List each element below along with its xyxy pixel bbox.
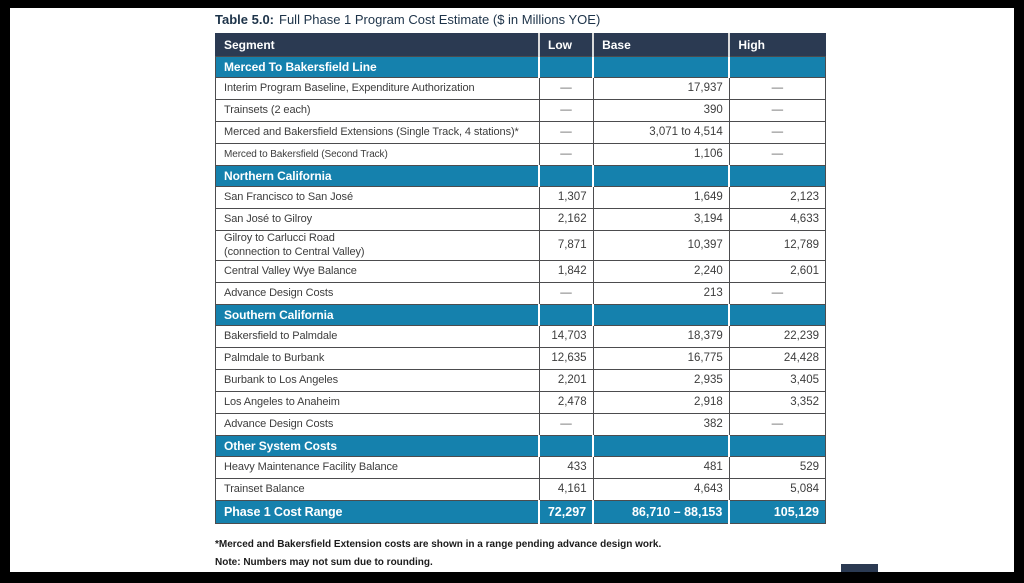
segment-cell: Trainset Balance (216, 478, 540, 500)
low-cell: 2,201 (539, 369, 593, 391)
col-header-low: Low (539, 34, 593, 57)
low-cell: 14,703 (539, 325, 593, 347)
table-row (216, 231, 826, 261)
segment-cell: Heavy Maintenance Facility Balance (216, 456, 540, 478)
table-row (216, 391, 826, 413)
high-cell: — (729, 78, 825, 100)
section-label: Merced To Bakersfield Line (216, 57, 540, 78)
segment-cell: Merced to Bakersfield (Second Track) (216, 144, 540, 166)
base-cell: 390 (593, 100, 729, 122)
segment-cell: Advance Design Costs (216, 413, 540, 435)
section-spacer-low (539, 304, 593, 325)
segment-cell: Phase 1 Cost Range (216, 500, 540, 523)
table-title-text: Full Phase 1 Program Cost Estimate ($ in Millions YOE) (279, 12, 601, 27)
base-cell: 382 (593, 413, 729, 435)
base-cell: 86,710 – 88,153 (593, 500, 729, 523)
table-row (216, 100, 826, 122)
segment-cell: Gilroy to Carlucci Road (connection to Central Valley) (216, 231, 540, 261)
col-header-segment: Segment (216, 34, 540, 57)
section-spacer-low (539, 166, 593, 187)
segment-cell: Central Valley Wye Balance (216, 260, 540, 282)
high-cell: 3,352 (729, 391, 825, 413)
low-cell: — (539, 78, 593, 100)
table-row (216, 260, 826, 282)
table-row (216, 369, 826, 391)
base-cell: 3,071 to 4,514 (593, 122, 729, 144)
base-cell: 18,379 (593, 325, 729, 347)
base-cell: 17,937 (593, 78, 729, 100)
table-row (216, 187, 826, 209)
base-cell: 2,935 (593, 369, 729, 391)
table-header (216, 34, 826, 57)
base-cell: 4,643 (593, 478, 729, 500)
segment-cell: Burbank to Los Angeles (216, 369, 540, 391)
section-label: Other System Costs (216, 435, 540, 456)
high-cell: — (729, 122, 825, 144)
low-cell: 1,842 (539, 260, 593, 282)
segment-cell: Los Angeles to Anaheim (216, 391, 540, 413)
low-cell: — (539, 413, 593, 435)
section-spacer-high (729, 166, 825, 187)
high-cell: 3,405 (729, 369, 825, 391)
low-cell: 72,297 (539, 500, 593, 523)
section-spacer-high (729, 435, 825, 456)
low-cell: 1,307 (539, 187, 593, 209)
table-row (216, 325, 826, 347)
high-cell: 2,601 (729, 260, 825, 282)
base-cell: 2,240 (593, 260, 729, 282)
high-cell: 12,789 (729, 231, 825, 261)
base-cell: 213 (593, 282, 729, 304)
table-row (216, 413, 826, 435)
low-cell: 4,161 (539, 478, 593, 500)
section-spacer-low (539, 57, 593, 78)
section-spacer-low (539, 435, 593, 456)
low-cell: — (539, 282, 593, 304)
low-cell: — (539, 100, 593, 122)
table-row (216, 478, 826, 500)
high-cell: 24,428 (729, 347, 825, 369)
col-header-high: High (729, 34, 825, 57)
section-spacer-base (593, 166, 729, 187)
table-title-label: Table 5.0: (215, 12, 275, 27)
high-cell: — (729, 144, 825, 166)
section-label: Southern California (216, 304, 540, 325)
high-cell: 105,129 (729, 500, 825, 523)
segment-cell: Advance Design Costs (216, 282, 540, 304)
table-row (216, 347, 826, 369)
low-cell: 7,871 (539, 231, 593, 261)
section-row (216, 435, 826, 456)
section-spacer-base (593, 57, 729, 78)
cost-table-wrap (215, 33, 826, 524)
table-row (216, 144, 826, 166)
base-cell: 16,775 (593, 347, 729, 369)
table-body (216, 57, 826, 524)
section-label: Northern California (216, 166, 540, 187)
section-spacer-high (729, 57, 825, 78)
section-spacer-base (593, 435, 729, 456)
section-row (216, 57, 826, 78)
high-cell: — (729, 100, 825, 122)
base-cell: 10,397 (593, 231, 729, 261)
table-row (216, 209, 826, 231)
low-cell: 433 (539, 456, 593, 478)
segment-cell: Palmdale to Burbank (216, 347, 540, 369)
high-cell: 2,123 (729, 187, 825, 209)
total-row (216, 500, 826, 523)
low-cell: — (539, 122, 593, 144)
base-cell: 2,918 (593, 391, 729, 413)
low-cell: 2,162 (539, 209, 593, 231)
high-cell: — (729, 413, 825, 435)
cost-table (215, 33, 826, 524)
section-spacer-high (729, 304, 825, 325)
segment-cell: Trainsets (2 each) (216, 100, 540, 122)
section-row (216, 166, 826, 187)
base-cell: 1,106 (593, 144, 729, 166)
low-cell: 12,635 (539, 347, 593, 369)
segment-cell: Bakersfield to Palmdale (216, 325, 540, 347)
segment-cell: San Francisco to San José (216, 187, 540, 209)
low-cell: 2,478 (539, 391, 593, 413)
high-cell: 4,633 (729, 209, 825, 231)
base-cell: 1,649 (593, 187, 729, 209)
table-row (216, 78, 826, 100)
table-row (216, 456, 826, 478)
section-spacer-base (593, 304, 729, 325)
base-cell: 3,194 (593, 209, 729, 231)
high-cell: 529 (729, 456, 825, 478)
footnote-rounding: Note: Numbers may not sum due to rounding. (215, 557, 433, 568)
header-row (216, 34, 826, 57)
table-row (216, 282, 826, 304)
document-page (10, 8, 1014, 572)
section-row (216, 304, 826, 325)
table-row (216, 122, 826, 144)
high-cell: 5,084 (729, 478, 825, 500)
base-cell: 481 (593, 456, 729, 478)
segment-cell: Merced and Bakersfield Extensions (Single Track, 4 stations)* (216, 122, 540, 144)
high-cell: — (729, 282, 825, 304)
footnote-extension: *Merced and Bakersfield Extension costs are shown in a range pending advance design work. (215, 539, 662, 550)
table-title (215, 12, 600, 27)
low-cell: — (539, 144, 593, 166)
page-footer-accent (841, 564, 878, 572)
segment-cell: Interim Program Baseline, Expenditure Authorization (216, 78, 540, 100)
high-cell: 22,239 (729, 325, 825, 347)
segment-cell: San José to Gilroy (216, 209, 540, 231)
col-header-base: Base (593, 34, 729, 57)
